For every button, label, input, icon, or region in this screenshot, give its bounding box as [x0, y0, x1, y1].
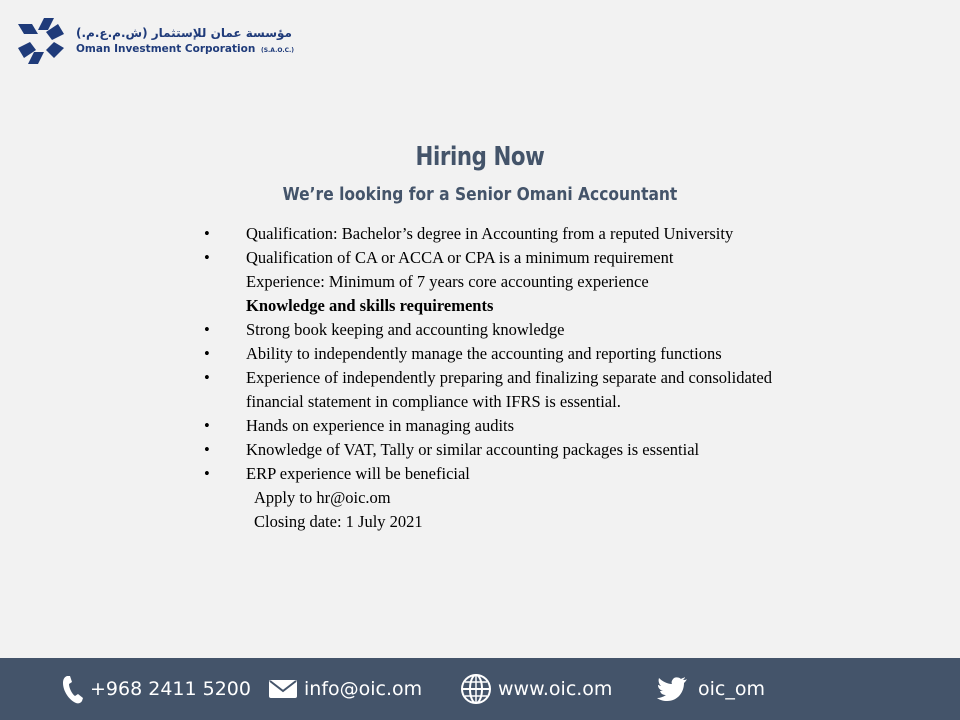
- requirement-text: Qualification: Bachelor’s degree in Accounting from a reputed University: [246, 224, 734, 243]
- requirements-list: [204, 222, 784, 486]
- page-subtitle: We’re looking for a Senior Omani Accountant: [282, 184, 678, 205]
- bullet-marker: •: [204, 224, 210, 243]
- twitter-icon: [656, 676, 688, 702]
- logo-english-suffix: (S.A.O.C.): [260, 47, 295, 54]
- requirement-text: Strong book keeping and accounting knowledge: [246, 320, 565, 339]
- apply-line: Apply to hr@oic.om: [254, 488, 391, 507]
- bullet-marker: •: [204, 368, 210, 387]
- company-logo: [14, 14, 294, 68]
- website-contact[interactable]: [460, 658, 612, 720]
- requirement-text: Experience of independently preparing and finalizing separate and consolidated financial statement in compliance with IFRS is essential.: [246, 368, 772, 411]
- phone-number: +968 2411 5200: [90, 678, 251, 700]
- logo-arabic-name: مؤسسة عمان للإستثمار (ش.م.ع.م.): [76, 26, 292, 40]
- phone-icon: [62, 674, 84, 704]
- requirement-text: Qualification of CA or ACCA or CPA is a minimum requirement: [246, 248, 674, 267]
- bullet-marker: •: [204, 416, 210, 435]
- requirement-item: [204, 222, 784, 246]
- twitter-contact[interactable]: [656, 658, 765, 720]
- bullet-marker: •: [204, 248, 210, 267]
- email-contact[interactable]: [268, 658, 422, 720]
- bullet-marker: •: [204, 464, 210, 483]
- bullet-marker: •: [204, 440, 210, 459]
- phone-contact[interactable]: [62, 658, 251, 720]
- requirement-text: ERP experience will be beneficial: [246, 464, 470, 483]
- requirement-item: [204, 414, 784, 438]
- job-description: [204, 222, 784, 534]
- requirement-text: Knowledge of VAT, Tally or similar accounting packages is essential: [246, 440, 700, 459]
- bullet-marker: •: [204, 344, 210, 363]
- closing-date: Closing date: 1 July 2021: [254, 512, 423, 531]
- section-heading: Knowledge and skills requirements: [246, 296, 494, 315]
- requirement-item: [204, 462, 784, 486]
- requirement-item: [204, 318, 784, 342]
- website-url: www.oic.om: [498, 678, 613, 700]
- email-address: info@oic.om: [304, 678, 423, 700]
- envelope-icon: [268, 679, 298, 699]
- oic-star-logo-icon: [14, 14, 68, 68]
- twitter-handle: oic_om: [698, 678, 765, 700]
- logo-english-title: Oman Investment Corporation: [76, 43, 256, 55]
- requirement-item: [204, 438, 784, 462]
- logo-english-name: [76, 42, 294, 58]
- contact-footer: [0, 658, 960, 720]
- requirement-text: Hands on experience in managing audits: [246, 416, 515, 435]
- requirement-item: [204, 342, 784, 366]
- bullet-marker: •: [204, 320, 210, 339]
- page-title: Hiring Now: [415, 142, 545, 172]
- requirement-line: Experience: Minimum of 7 years core accounting experience: [246, 272, 649, 291]
- globe-icon: [460, 673, 492, 705]
- requirement-item: [204, 366, 784, 414]
- requirement-text: Ability to independently manage the accounting and reporting functions: [246, 344, 722, 363]
- requirement-item: [204, 246, 784, 270]
